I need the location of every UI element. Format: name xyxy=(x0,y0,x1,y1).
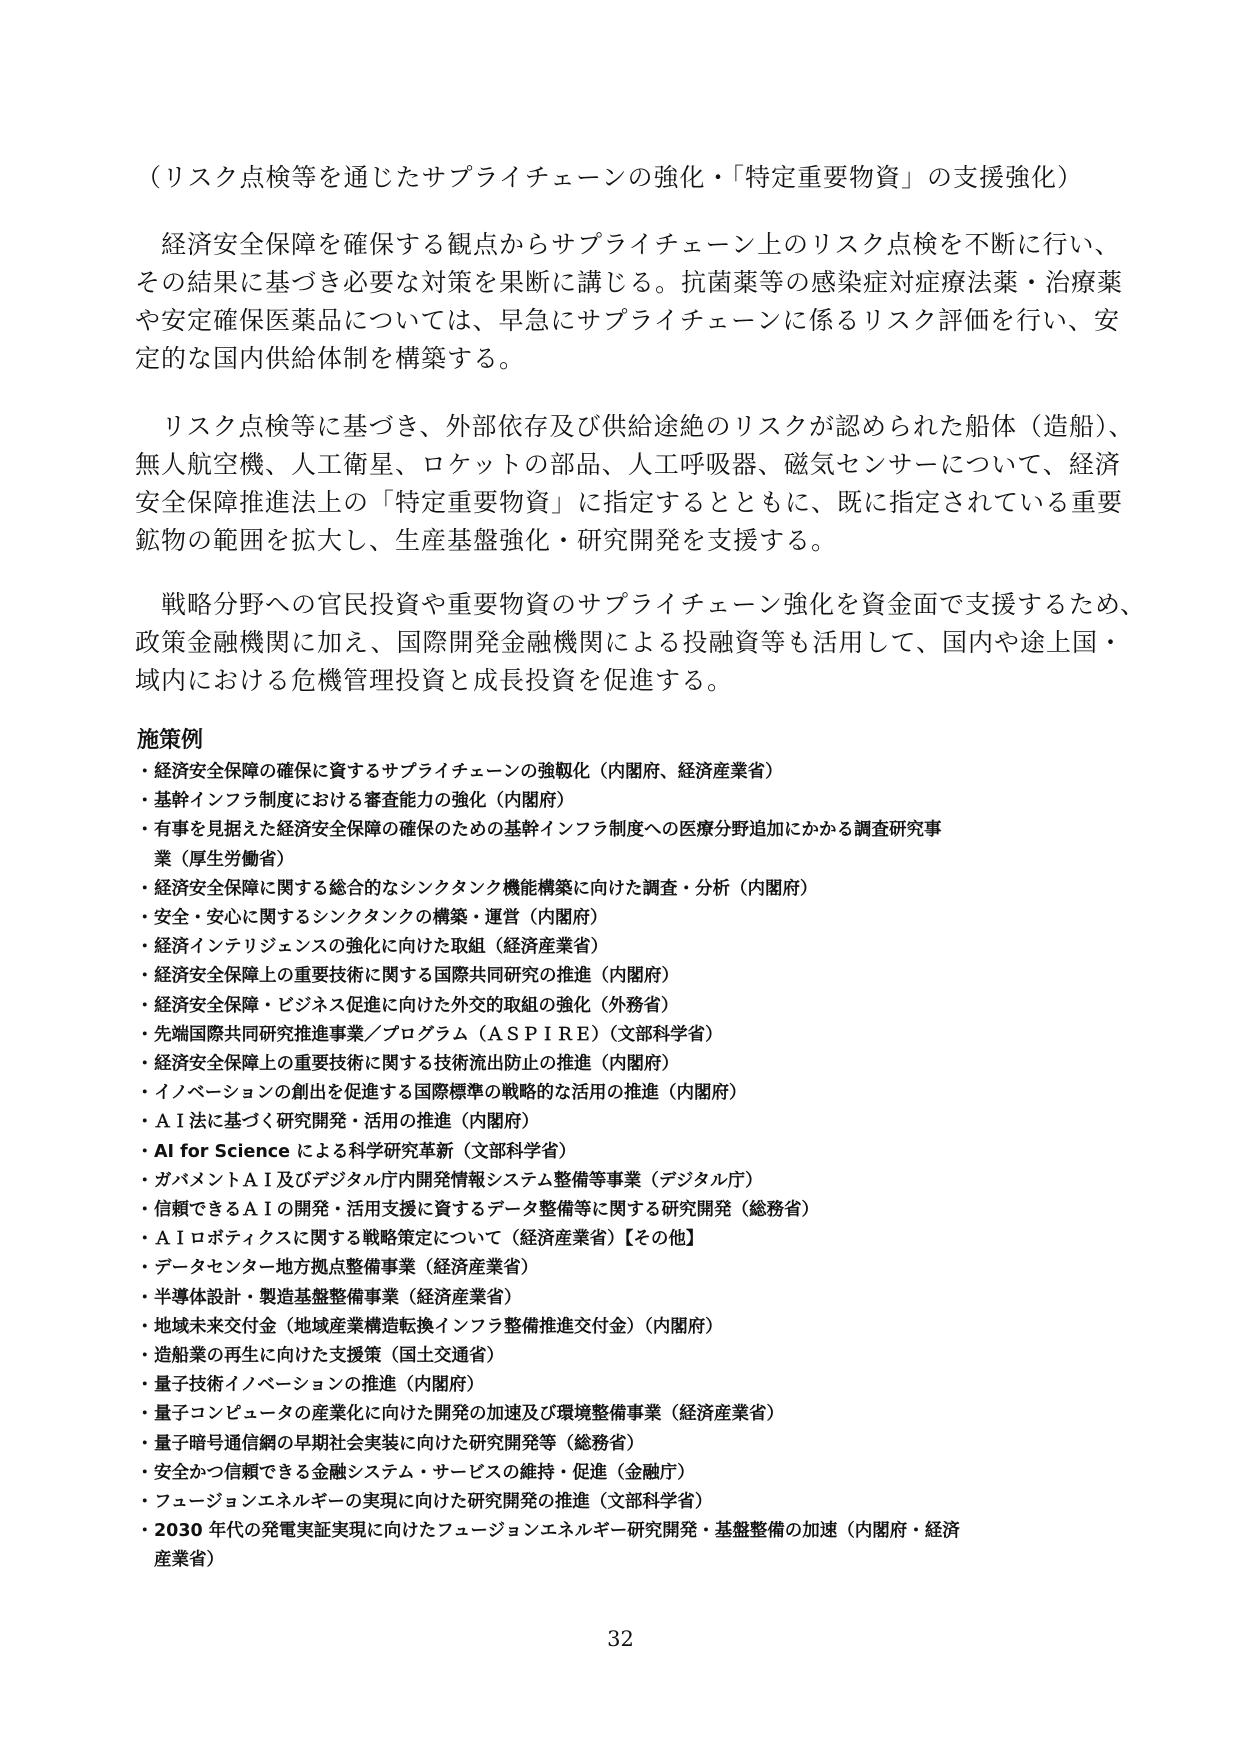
bullet-marker: ・ xyxy=(136,1083,154,1104)
measure-text: ガバメントＡＩ及びデジタル庁内開発情報システム整備等事業（デジタル庁） xyxy=(154,1170,763,1191)
measure-text: 地域未来交付金（地域産業構造転換インフラ整備推進交付金）（内閣府） xyxy=(154,1316,723,1337)
bullet-marker: ・ xyxy=(136,1024,154,1045)
measure-item xyxy=(136,992,1126,1021)
bullet-marker: ・ xyxy=(136,966,154,987)
bullet-marker: ・ xyxy=(136,1492,154,1513)
bullet-marker: ・ xyxy=(136,820,154,841)
measure-item xyxy=(136,1313,1126,1342)
measure-text: フュージョンエネルギーの実現に向けた研究開発の推進（文部科学省） xyxy=(154,1492,713,1513)
measure-text: 安全・安心に関するシンクタンクの構築・運営（内閣府） xyxy=(154,908,608,929)
bullet-marker: ・ xyxy=(136,937,154,958)
measure-text: 経済安全保障に関する総合的なシンクタンク機能構築に向けた調査・分析（内閣府） xyxy=(154,878,818,899)
measure-text: イノベーションの創出を促進する国際標準の戦略的な活用の推進（内閣府） xyxy=(154,1083,747,1104)
paragraph-line: その結果に基づき必要な対策を果断に講じる。抗菌薬等の感染症対症療法薬・治療薬 xyxy=(135,268,1124,297)
measure-text: 経済安全保障・ビジネス促進に向けた外交的取組の強化（外務省） xyxy=(154,995,679,1016)
measure-item xyxy=(136,1342,1126,1371)
bullet-marker: ・ xyxy=(136,995,154,1016)
bullet-marker: ・ xyxy=(136,1054,154,1075)
bullet-marker: ・ xyxy=(136,1433,154,1454)
measure-text: ＡＩ法に基づく研究開発・活用の推進（内閣府） xyxy=(154,1112,539,1133)
measure-text: 量子技術イノベーションの推進（内閣府） xyxy=(154,1375,485,1396)
bullet-marker: ・ xyxy=(136,1170,154,1191)
measure-item xyxy=(136,816,1126,874)
paragraph-supply-chain-risk xyxy=(135,226,1124,378)
bullet-marker: ・ xyxy=(136,1229,154,1250)
measure-item xyxy=(136,962,1126,991)
measure-text-continuation: 業（厚生労働省） xyxy=(154,849,294,870)
measure-text: データセンター地方拠点整備事業（経済産業省） xyxy=(154,1258,539,1279)
measure-text: 経済安全保障上の重要技術に関する技術流出防止の推進（内閣府） xyxy=(154,1054,679,1075)
bullet-marker: ・ xyxy=(136,878,154,899)
paragraph-line: 鉱物の範囲を拡大し、生産基盤強化・研究開発を支援する。 xyxy=(135,526,838,555)
measure-item xyxy=(136,904,1126,933)
measure-text: 経済安全保障上の重要技術に関する国際共同研究の推進（内閣府） xyxy=(154,966,679,987)
paragraph-line: 域内における危機管理投資と成長投資を促進する。 xyxy=(135,666,734,695)
measure-item xyxy=(136,1517,1126,1575)
bullet-marker: ・ xyxy=(136,1258,154,1279)
bullet-marker: ・ xyxy=(136,1346,154,1367)
measure-item xyxy=(136,1459,1126,1488)
bullet-marker: ・ xyxy=(136,1112,154,1133)
bullet-marker: ・ xyxy=(136,1375,154,1396)
measure-item xyxy=(136,787,1126,816)
measure-item xyxy=(136,1167,1126,1196)
measure-text: 量子コンピュータの産業化に向けた開発の加速及び環境整備事業（経済産業省） xyxy=(154,1404,784,1425)
paragraph-line: 定的な国内供給体制を構築する。 xyxy=(135,344,526,373)
measure-item xyxy=(136,1430,1126,1459)
paragraph-line: や安定確保医薬品については、早急にサプライチェーンに係るリスク評価を行い、安 xyxy=(135,306,1121,335)
bullet-marker: ・ xyxy=(136,1316,154,1337)
measure-item xyxy=(136,1371,1126,1400)
bullet-marker: ・ xyxy=(136,1404,154,1425)
paragraph-line: 経済安全保障を確保する観点からサプライチェーン上のリスク点検を不断に行い、 xyxy=(135,230,1121,259)
measure-item xyxy=(136,933,1126,962)
bullet-marker: ・ xyxy=(136,1287,154,1308)
measures-title: 施策例 xyxy=(137,728,204,753)
measure-text: 基幹インフラ制度における審査能力の強化（内閣府） xyxy=(154,791,574,812)
measure-item xyxy=(136,1196,1126,1225)
measure-item xyxy=(136,1021,1126,1050)
measure-text: 量子暗号通信網の早期社会実装に向けた研究開発等（総務省） xyxy=(154,1433,644,1454)
measure-text-continuation: 産業省） xyxy=(154,1550,224,1571)
measure-item xyxy=(136,1079,1126,1108)
measure-text: 有事を見据えた経済安全保障の確保のための基幹インフラ制度への医療分野追加にかかる調査研究事 xyxy=(154,820,942,841)
bullet-marker: ・ xyxy=(136,1200,154,1221)
measure-item xyxy=(136,1050,1126,1079)
paragraph-line: 政策金融機関に加え、国際開発金融機関による投融資等も活用して、国内や途上国・ xyxy=(135,628,1125,657)
measure-item xyxy=(136,1488,1126,1517)
measure-text: 安全かつ信頼できる金融システム・サービスの維持・促進（金融庁） xyxy=(154,1462,695,1483)
bullet-marker: ・ xyxy=(136,1462,154,1483)
measure-text: 造船業の再生に向けた支援策（国土交通省） xyxy=(154,1346,504,1367)
section-heading: （リスク点検等を通じたサプライチェーンの強化・「特定重要物資」の支援強化） xyxy=(136,163,1084,192)
paragraph-investment-support xyxy=(135,586,1147,700)
bullet-marker: ・ xyxy=(136,1141,154,1162)
measure-item xyxy=(136,1400,1126,1429)
paragraph-line: リスク点検等に基づき、外部依存及び供給途絶のリスクが認められた船体（造船）、 xyxy=(135,412,1135,441)
measure-text: 信頼できるＡＩの開発・活用支援に資するデータ整備等に関する研究開発（総務省） xyxy=(154,1200,819,1221)
paragraph-specified-critical-materials xyxy=(135,408,1135,560)
bullet-marker: ・ xyxy=(136,762,154,782)
measure-item xyxy=(136,1225,1126,1254)
measure-text: 2030 年代の発電実証実現に向けたフュージョンエネルギー研究開発・基盤整備の加速（内閣府・経済 xyxy=(154,1521,960,1542)
measure-text: 先端国際共同研究推進事業／プログラム（ＡＳＰＩＲＥ）（文部科学省） xyxy=(154,1024,723,1045)
measure-item xyxy=(136,875,1126,904)
measure-text: 半導体設計・製造基盤整備事業（経済産業省） xyxy=(154,1287,522,1308)
measure-text: 経済インテリジェンスの強化に向けた取組（経済産業省） xyxy=(154,937,609,958)
bullet-marker: ・ xyxy=(136,1521,154,1542)
measure-item xyxy=(136,758,1126,787)
paragraph-line: 安全保障推進法上の「特定重要物資」に指定するとともに、既に指定されている重要 xyxy=(135,488,1124,517)
page-number: 32 xyxy=(607,1627,634,1651)
measure-item xyxy=(136,1108,1126,1137)
paragraph-line: 戦略分野への官民投資や重要物資のサプライチェーン強化を資金面で支援するため、 xyxy=(135,590,1147,619)
measure-item xyxy=(136,1254,1126,1283)
bullet-marker: ・ xyxy=(136,791,154,812)
measure-text: ＡＩロボティクスに関する戦略策定について（経済産業省）【その他】 xyxy=(154,1229,704,1250)
bullet-marker: ・ xyxy=(136,908,154,929)
measure-text: AI for Science による科学研究革新（文部科学省） xyxy=(154,1141,577,1162)
paragraph-line: 無人航空機、人工衛星、ロケットの部品、人工呼吸器、磁気センサーについて、経済 xyxy=(135,450,1121,479)
measure-item xyxy=(136,1284,1126,1313)
measure-text: 経済安全保障の確保に資するサプライチェーンの強靱化（内閣府、経済産業省） xyxy=(154,762,783,782)
measures-list xyxy=(136,758,1126,1576)
measure-item xyxy=(136,1138,1126,1167)
